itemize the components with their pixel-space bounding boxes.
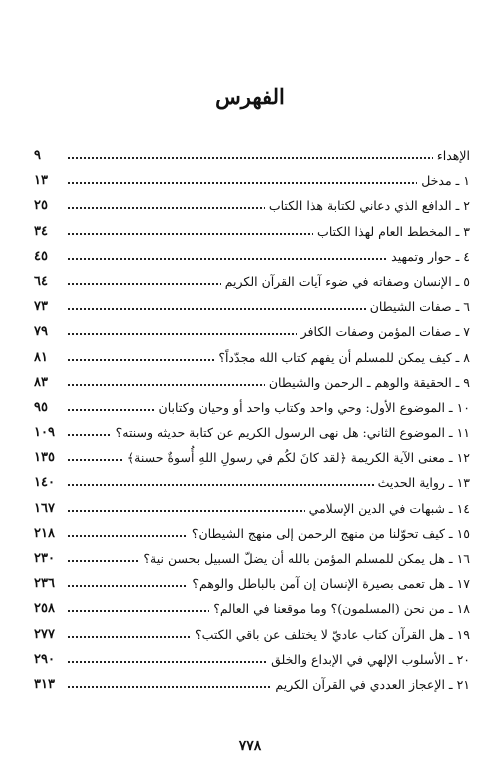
dot-leader bbox=[68, 182, 470, 184]
toc-entry-page: ٧٣ bbox=[34, 294, 68, 319]
toc-entry bbox=[34, 672, 470, 697]
page-number: ٧٧٨ bbox=[238, 738, 262, 754]
toc-entry bbox=[34, 647, 470, 672]
toc-entry-label: ١٧ ـ هل تعمى بصيرة الإنسان إن آمن بالباطل والوهم؟ bbox=[188, 571, 470, 596]
toc-entry-label: ٢١ ـ الإعجاز العددي في القرآن الكريم bbox=[271, 672, 470, 697]
toc-entry-page: ٢٥٨ bbox=[34, 596, 68, 621]
toc-entry-label: ١١ ـ الموضوع الثاني: هل نهى الرسول الكريم عن كتابة حديثه وسنته؟ bbox=[112, 420, 470, 445]
toc-entry-page: ٢٩٠ bbox=[34, 647, 68, 672]
toc-entry bbox=[34, 622, 470, 647]
toc-entry bbox=[34, 370, 470, 395]
toc-entry-page: ٤٥ bbox=[34, 244, 68, 269]
toc-entry-label: ١٣ ـ رواية الحديث bbox=[374, 470, 470, 495]
toc-entry bbox=[34, 269, 470, 294]
toc-entry bbox=[34, 470, 470, 495]
toc-entry-page: ٣٤ bbox=[34, 219, 68, 244]
toc-entry bbox=[34, 571, 470, 596]
toc-entry-page: ١٠٩ bbox=[34, 420, 68, 445]
toc-entry bbox=[34, 168, 470, 193]
toc-entry-page: ٣١٣ bbox=[34, 672, 68, 697]
toc-entry-label: الإهداء bbox=[433, 143, 470, 168]
page-title: الفهرس bbox=[215, 84, 285, 109]
toc-entry-label: ٢ ـ الدافع الذي دعاني لكتابة هذا الكتاب bbox=[265, 193, 470, 218]
toc-entry bbox=[34, 420, 470, 445]
toc-entry-page: ٢٣٠ bbox=[34, 546, 68, 571]
toc-entry-label: ٢٠ ـ الأسلوب الإلهي في الإبداع والخلق bbox=[267, 647, 470, 672]
toc-entry bbox=[34, 219, 470, 244]
toc-entry bbox=[34, 193, 470, 218]
toc-entry-page: ٧٩ bbox=[34, 319, 68, 344]
toc-entry-label: ١ ـ مدخل bbox=[417, 168, 470, 193]
toc-entry-page: ٨١ bbox=[34, 345, 68, 370]
toc-entry-label: ٥ ـ الإنسان وصفاته في ضوء آيات القرآن الكريم bbox=[221, 269, 470, 294]
toc-entry-page: ٨٣ bbox=[34, 370, 68, 395]
toc-entry-label: ٩ ـ الحقيقة والوهم ـ الرحمن والشيطان bbox=[265, 370, 470, 395]
toc-entry-label: ١٦ ـ هل يمكن للمسلم المؤمن بالله أن يضلّ السبيل بحسن نية؟ bbox=[139, 546, 470, 571]
dot-leader bbox=[68, 157, 470, 159]
toc-entry-label: ١٨ ـ من نحن (المسلمون)؟ وما موقعنا في العالم؟ bbox=[209, 596, 470, 621]
table-of-contents bbox=[34, 143, 470, 697]
toc-entry bbox=[34, 546, 470, 571]
toc-entry-page: ١٣٥ bbox=[34, 445, 68, 470]
toc-entry-label: ١٩ ـ هل القرآن كتاب عاديّ لا يختلف عن باقي الكتب؟ bbox=[191, 622, 470, 647]
toc-entry-page: ٢٣٦ bbox=[34, 571, 68, 596]
toc-entry-label: ٦ ـ صفات الشيطان bbox=[366, 294, 470, 319]
toc-entry-page: ٩٥ bbox=[34, 395, 68, 420]
toc-entry-label: ٨ ـ كيف يمكن للمسلم أن يفهم كتاب الله مجدّداً؟ bbox=[214, 345, 470, 370]
toc-entry-label: ١٠ ـ الموضوع الأول: وحي واحد وكتاب واحد أو وحيان وكتابان bbox=[155, 395, 470, 420]
toc-entry bbox=[34, 496, 470, 521]
toc-entry-label: ٣ ـ المخطط العام لهذا الكتاب bbox=[313, 219, 470, 244]
toc-entry bbox=[34, 395, 470, 420]
toc-entry-label: ١٥ ـ كيف تحوّلنا من منهج الرحمن إلى منهج الشيطان؟ bbox=[188, 521, 470, 546]
toc-entry-label: ١٤ ـ شبهات في الدين الإسلامي bbox=[305, 496, 470, 521]
toc-entry-label: ٧ ـ صفات المؤمن وصفات الكافر bbox=[297, 319, 470, 344]
toc-entry bbox=[34, 244, 470, 269]
toc-entry-page: ٦٤ bbox=[34, 269, 68, 294]
toc-entry bbox=[34, 345, 470, 370]
toc-entry-page: ٢٥ bbox=[34, 193, 68, 218]
toc-entry-page: ١٤٠ bbox=[34, 470, 68, 495]
toc-entry-page: ١٦٧ bbox=[34, 496, 68, 521]
toc-entry-page: ٢٧٧ bbox=[34, 622, 68, 647]
toc-entry-label: ١٢ ـ معنى الآية الكريمة ﴿لقد كانَ لكُم في رسولِ اللهِ أُسوةٌ حسنة﴾ bbox=[123, 445, 470, 470]
toc-entry-label: ٤ ـ حوار وتمهيد bbox=[387, 244, 470, 269]
toc-entry bbox=[34, 143, 470, 168]
toc-entry bbox=[34, 319, 470, 344]
toc-entry bbox=[34, 521, 470, 546]
toc-entry bbox=[34, 294, 470, 319]
toc-entry-page: ١٣ bbox=[34, 168, 68, 193]
toc-entry-page: ٢١٨ bbox=[34, 521, 68, 546]
toc-entry-page: ٩ bbox=[34, 143, 68, 168]
toc-entry bbox=[34, 596, 470, 621]
toc-entry bbox=[34, 445, 470, 470]
